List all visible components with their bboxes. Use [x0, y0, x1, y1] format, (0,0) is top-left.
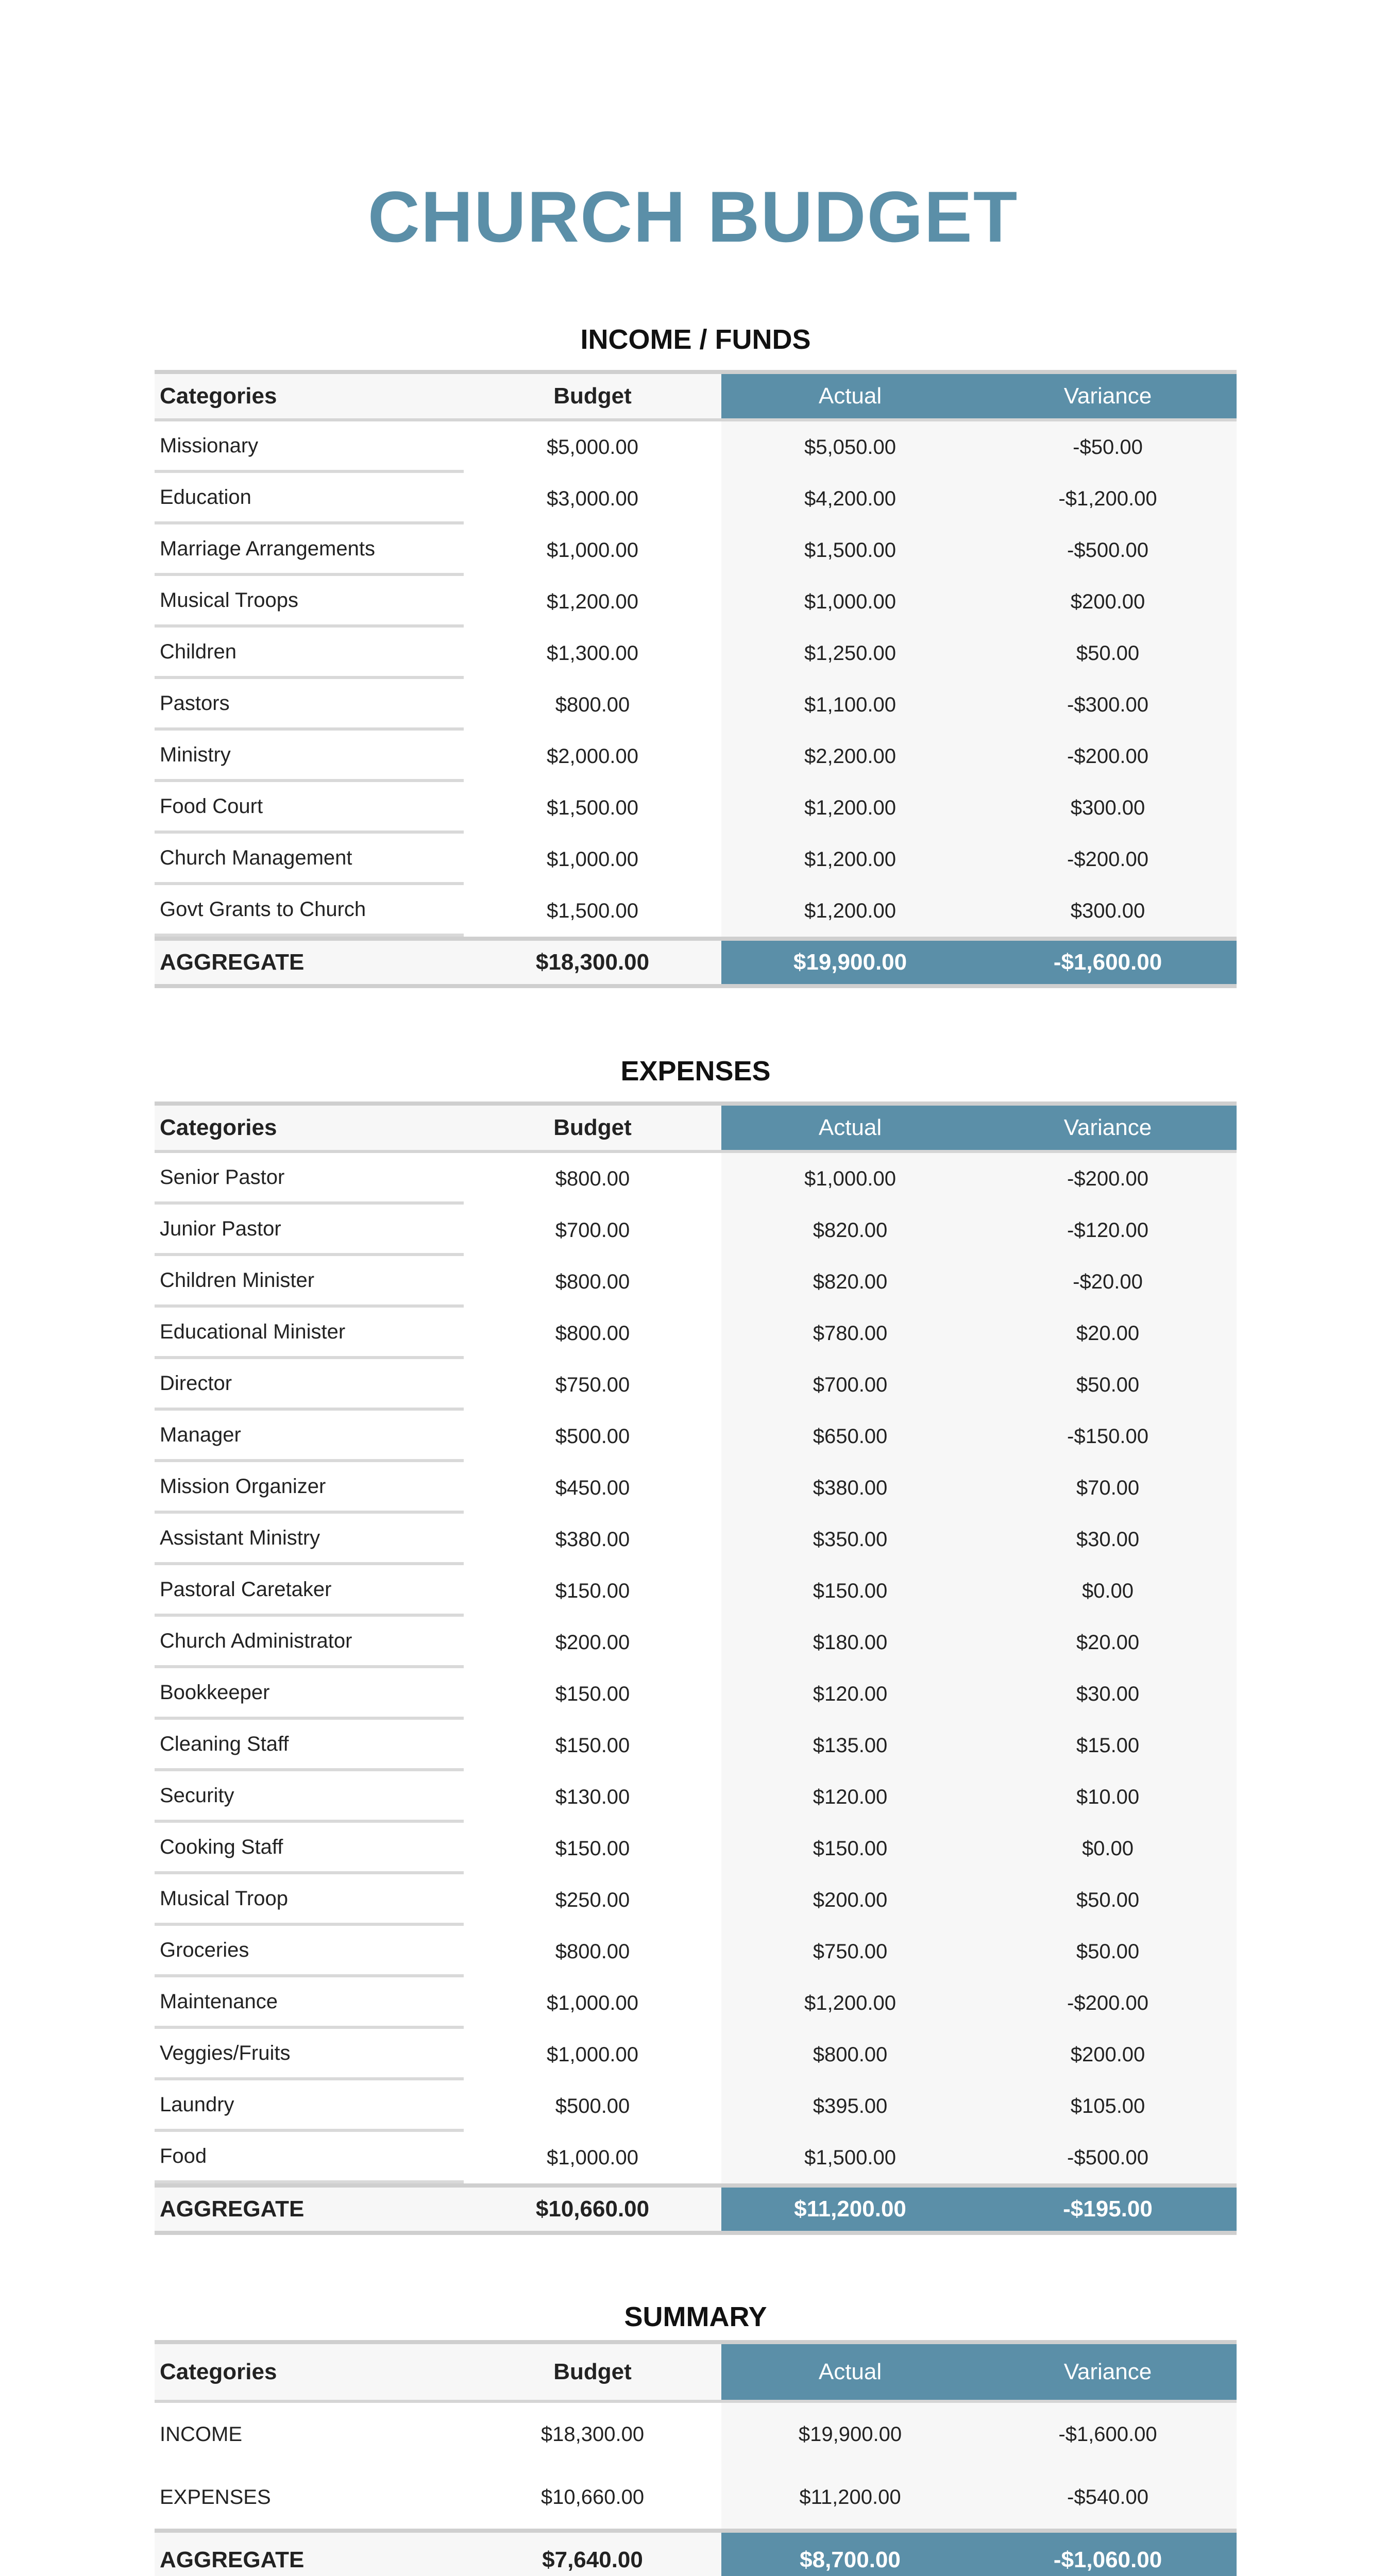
- aggregate-row: [155, 2183, 1237, 2235]
- budget-cell: $10,660.00: [540, 2485, 645, 2509]
- column-header-budget: Budget: [464, 374, 721, 418]
- category-cell: Junior Pastor: [155, 1205, 464, 1256]
- actual-cell: $780.00: [721, 1308, 979, 1359]
- budget-cell: $800.00: [555, 1321, 630, 1345]
- variance-cell: $200.00: [979, 2029, 1237, 2080]
- budget-cell: $150.00: [555, 1734, 630, 1757]
- actual-cell: $2,200.00: [721, 731, 979, 782]
- table-row: [155, 628, 1237, 679]
- table-row: [155, 1411, 1237, 1462]
- category-cell: Education: [155, 473, 464, 524]
- budget-cell: $150.00: [555, 1682, 630, 1705]
- actual-cell: $19,900.00: [721, 2403, 979, 2466]
- variance-cell: -$500.00: [979, 524, 1237, 576]
- category-cell: Church Administrator: [155, 1617, 464, 1668]
- actual-cell: $820.00: [721, 1205, 979, 1256]
- income-section-title: INCOME / FUNDS: [580, 324, 811, 355]
- budget-cell: $1,300.00: [547, 641, 638, 665]
- aggregate-budget: $18,300.00: [464, 941, 721, 984]
- actual-cell: $1,200.00: [721, 834, 979, 885]
- category-cell: Marriage Arrangements: [155, 524, 464, 576]
- variance-cell: $20.00: [979, 1308, 1237, 1359]
- budget-cell: $130.00: [555, 1785, 630, 1808]
- actual-cell: $820.00: [721, 1256, 979, 1308]
- variance-cell: -$540.00: [979, 2466, 1237, 2529]
- variance-cell: $300.00: [979, 885, 1237, 937]
- aggregate-row: [155, 937, 1237, 988]
- column-header-categories: Categories: [155, 374, 464, 418]
- budget-cell: $800.00: [555, 1940, 630, 1963]
- table-row: [155, 473, 1237, 524]
- budget-cell: $150.00: [555, 1837, 630, 1860]
- summary-table: [155, 2340, 1237, 2576]
- budget-cell: $1,000.00: [547, 1991, 638, 2014]
- variance-cell: -$200.00: [979, 731, 1237, 782]
- table-row: [155, 1308, 1237, 1359]
- actual-cell: $1,500.00: [721, 524, 979, 576]
- category-cell: Cleaning Staff: [155, 1720, 464, 1771]
- budget-cell: $1,000.00: [547, 2043, 638, 2066]
- actual-cell: $700.00: [721, 1359, 979, 1411]
- table-row: [155, 1205, 1237, 1256]
- category-cell: INCOME: [160, 2422, 242, 2446]
- category-cell: Bookkeeper: [155, 1668, 464, 1720]
- budget-cell: $500.00: [555, 1425, 630, 1448]
- actual-cell: $1,200.00: [721, 782, 979, 834]
- variance-cell: $50.00: [979, 1926, 1237, 1977]
- actual-cell: $750.00: [721, 1926, 979, 1977]
- actual-cell: $120.00: [721, 1668, 979, 1720]
- variance-cell: $200.00: [979, 576, 1237, 628]
- category-cell: Musical Troop: [155, 1874, 464, 1926]
- category-cell: Veggies/Fruits: [155, 2029, 464, 2080]
- column-header-actual: Actual: [721, 2344, 979, 2400]
- variance-cell: $105.00: [979, 2080, 1237, 2132]
- variance-cell: -$1,600.00: [979, 2403, 1237, 2466]
- column-header-actual: Actual: [721, 374, 979, 418]
- actual-cell: $1,000.00: [721, 1153, 979, 1205]
- table-header-row: [155, 370, 1237, 421]
- actual-cell: $650.00: [721, 1411, 979, 1462]
- actual-cell: $395.00: [721, 2080, 979, 2132]
- actual-cell: $11,200.00: [721, 2466, 979, 2529]
- actual-cell: $135.00: [721, 1720, 979, 1771]
- category-cell: Govt Grants to Church: [155, 885, 464, 937]
- budget-cell: $1,000.00: [547, 538, 638, 562]
- budget-cell: $450.00: [555, 1476, 630, 1499]
- budget-cell: $2,000.00: [547, 744, 638, 768]
- table-row: [155, 1462, 1237, 1514]
- category-cell: Pastors: [155, 679, 464, 731]
- budget-cell: $3,000.00: [547, 487, 638, 510]
- variance-cell: $30.00: [979, 1514, 1237, 1565]
- category-cell: Missionary: [155, 421, 464, 473]
- column-header-actual: Actual: [721, 1106, 979, 1150]
- table-row: [155, 1874, 1237, 1926]
- category-cell: Security: [155, 1771, 464, 1823]
- variance-cell: $0.00: [979, 1565, 1237, 1617]
- table-row: [155, 2029, 1237, 2080]
- variance-cell: $70.00: [979, 1462, 1237, 1514]
- budget-cell: $18,300.00: [540, 2422, 645, 2446]
- table-row: [155, 1926, 1237, 1977]
- variance-cell: $50.00: [979, 628, 1237, 679]
- budget-cell: $800.00: [555, 1167, 630, 1190]
- aggregate-actual: $11,200.00: [721, 2188, 979, 2231]
- budget-cell: $800.00: [555, 693, 630, 716]
- budget-cell: $5,000.00: [547, 435, 638, 459]
- variance-cell: -$120.00: [979, 1205, 1237, 1256]
- variance-cell: $30.00: [979, 1668, 1237, 1720]
- column-header-categories: Categories: [155, 1106, 464, 1150]
- page-title: CHURCH BUDGET: [367, 176, 1019, 257]
- table-row: [155, 2466, 1237, 2529]
- aggregate-variance: -$195.00: [979, 2188, 1237, 2231]
- budget-cell: $1,000.00: [547, 848, 638, 871]
- category-cell: Cooking Staff: [155, 1823, 464, 1874]
- aggregate-actual: $8,700.00: [721, 2533, 979, 2576]
- column-header-variance: Variance: [979, 2344, 1237, 2400]
- column-header-variance: Variance: [979, 374, 1237, 418]
- category-cell: Groceries: [155, 1926, 464, 1977]
- table-row: [155, 1977, 1237, 2029]
- table-header-row: [155, 2340, 1237, 2403]
- budget-cell: $1,500.00: [547, 899, 638, 922]
- summary-section-title: SUMMARY: [624, 2301, 767, 2332]
- budget-cell: $1,500.00: [547, 796, 638, 819]
- category-cell: Laundry: [155, 2080, 464, 2132]
- actual-cell: $1,200.00: [721, 1977, 979, 2029]
- actual-cell: $5,050.00: [721, 421, 979, 473]
- aggregate-variance: -$1,600.00: [979, 941, 1237, 984]
- table-row: [155, 1153, 1237, 1205]
- actual-cell: $200.00: [721, 1874, 979, 1926]
- actual-cell: $350.00: [721, 1514, 979, 1565]
- variance-cell: $20.00: [979, 1617, 1237, 1668]
- variance-cell: -$500.00: [979, 2132, 1237, 2183]
- category-cell: Manager: [155, 1411, 464, 1462]
- column-header-budget: Budget: [464, 2344, 721, 2400]
- category-cell: Ministry: [155, 731, 464, 782]
- variance-cell: -$1,200.00: [979, 473, 1237, 524]
- table-row: [155, 524, 1237, 576]
- variance-cell: -$200.00: [979, 834, 1237, 885]
- aggregate-actual: $19,900.00: [721, 941, 979, 984]
- variance-cell: -$150.00: [979, 1411, 1237, 1462]
- aggregate-label: AGGREGATE: [155, 941, 464, 984]
- category-cell: Children Minister: [155, 1256, 464, 1308]
- actual-cell: $380.00: [721, 1462, 979, 1514]
- variance-cell: -$20.00: [979, 1256, 1237, 1308]
- actual-cell: $1,100.00: [721, 679, 979, 731]
- table-row: [155, 679, 1237, 731]
- table-row: [155, 1514, 1237, 1565]
- variance-cell: -$50.00: [979, 421, 1237, 473]
- budget-cell: $800.00: [555, 1270, 630, 1293]
- table-row: [155, 1771, 1237, 1823]
- variance-cell: $50.00: [979, 1359, 1237, 1411]
- aggregate-variance: -$1,060.00: [979, 2533, 1237, 2576]
- category-cell: Food: [155, 2132, 464, 2183]
- variance-cell: $50.00: [979, 1874, 1237, 1926]
- variance-cell: $0.00: [979, 1823, 1237, 1874]
- category-cell: EXPENSES: [160, 2485, 271, 2509]
- table-row: [155, 1256, 1237, 1308]
- table-row: [155, 1720, 1237, 1771]
- aggregate-budget: $10,660.00: [464, 2188, 721, 2231]
- expenses-table: [155, 1101, 1237, 2235]
- table-row: [155, 1668, 1237, 1720]
- category-cell: Church Management: [155, 834, 464, 885]
- budget-cell: $200.00: [555, 1631, 630, 1654]
- variance-cell: -$300.00: [979, 679, 1237, 731]
- aggregate-budget: $7,640.00: [464, 2533, 721, 2576]
- actual-cell: $120.00: [721, 1771, 979, 1823]
- table-row: [155, 782, 1237, 834]
- category-cell: Director: [155, 1359, 464, 1411]
- table-row: [155, 2080, 1237, 2132]
- category-cell: Food Court: [155, 782, 464, 834]
- actual-cell: $1,200.00: [721, 885, 979, 937]
- budget-cell: $380.00: [555, 1528, 630, 1551]
- budget-cell: $500.00: [555, 2094, 630, 2117]
- actual-cell: $800.00: [721, 2029, 979, 2080]
- actual-cell: $1,500.00: [721, 2132, 979, 2183]
- budget-cell: $700.00: [555, 1218, 630, 1242]
- aggregate-label: AGGREGATE: [155, 2533, 464, 2576]
- table-row: [155, 731, 1237, 782]
- column-header-categories: Categories: [155, 2344, 464, 2400]
- category-cell: Pastoral Caretaker: [155, 1565, 464, 1617]
- budget-cell: $150.00: [555, 1579, 630, 1602]
- table-row: [155, 2403, 1237, 2466]
- table-header-row: [155, 1101, 1237, 1153]
- table-row: [155, 576, 1237, 628]
- variance-cell: -$200.00: [979, 1153, 1237, 1205]
- variance-cell: $15.00: [979, 1720, 1237, 1771]
- budget-cell: $1,000.00: [547, 2146, 638, 2169]
- aggregate-row: [155, 2529, 1237, 2576]
- budget-cell: $1,200.00: [547, 590, 638, 613]
- category-cell: Assistant Ministry: [155, 1514, 464, 1565]
- actual-cell: $4,200.00: [721, 473, 979, 524]
- actual-cell: $1,000.00: [721, 576, 979, 628]
- actual-cell: $1,250.00: [721, 628, 979, 679]
- income-table: [155, 370, 1237, 988]
- variance-cell: $10.00: [979, 1771, 1237, 1823]
- table-row: [155, 421, 1237, 473]
- actual-cell: $180.00: [721, 1617, 979, 1668]
- variance-cell: $300.00: [979, 782, 1237, 834]
- variance-cell: -$200.00: [979, 1977, 1237, 2029]
- table-row: [155, 1565, 1237, 1617]
- category-cell: Children: [155, 628, 464, 679]
- category-cell: Musical Troops: [155, 576, 464, 628]
- table-row: [155, 1359, 1237, 1411]
- table-row: [155, 1823, 1237, 1874]
- aggregate-label: AGGREGATE: [155, 2188, 464, 2231]
- category-cell: Senior Pastor: [155, 1153, 464, 1205]
- table-row: [155, 885, 1237, 937]
- category-cell: Mission Organizer: [155, 1462, 464, 1514]
- actual-cell: $150.00: [721, 1565, 979, 1617]
- category-cell: Educational Minister: [155, 1308, 464, 1359]
- budget-cell: $750.00: [555, 1373, 630, 1396]
- budget-cell: $250.00: [555, 1888, 630, 1911]
- table-row: [155, 834, 1237, 885]
- table-row: [155, 1617, 1237, 1668]
- category-cell: Maintenance: [155, 1977, 464, 2029]
- expenses-section-title: EXPENSES: [620, 1056, 771, 1087]
- column-header-budget: Budget: [464, 1106, 721, 1150]
- column-header-variance: Variance: [979, 1106, 1237, 1150]
- table-row: [155, 2132, 1237, 2183]
- actual-cell: $150.00: [721, 1823, 979, 1874]
